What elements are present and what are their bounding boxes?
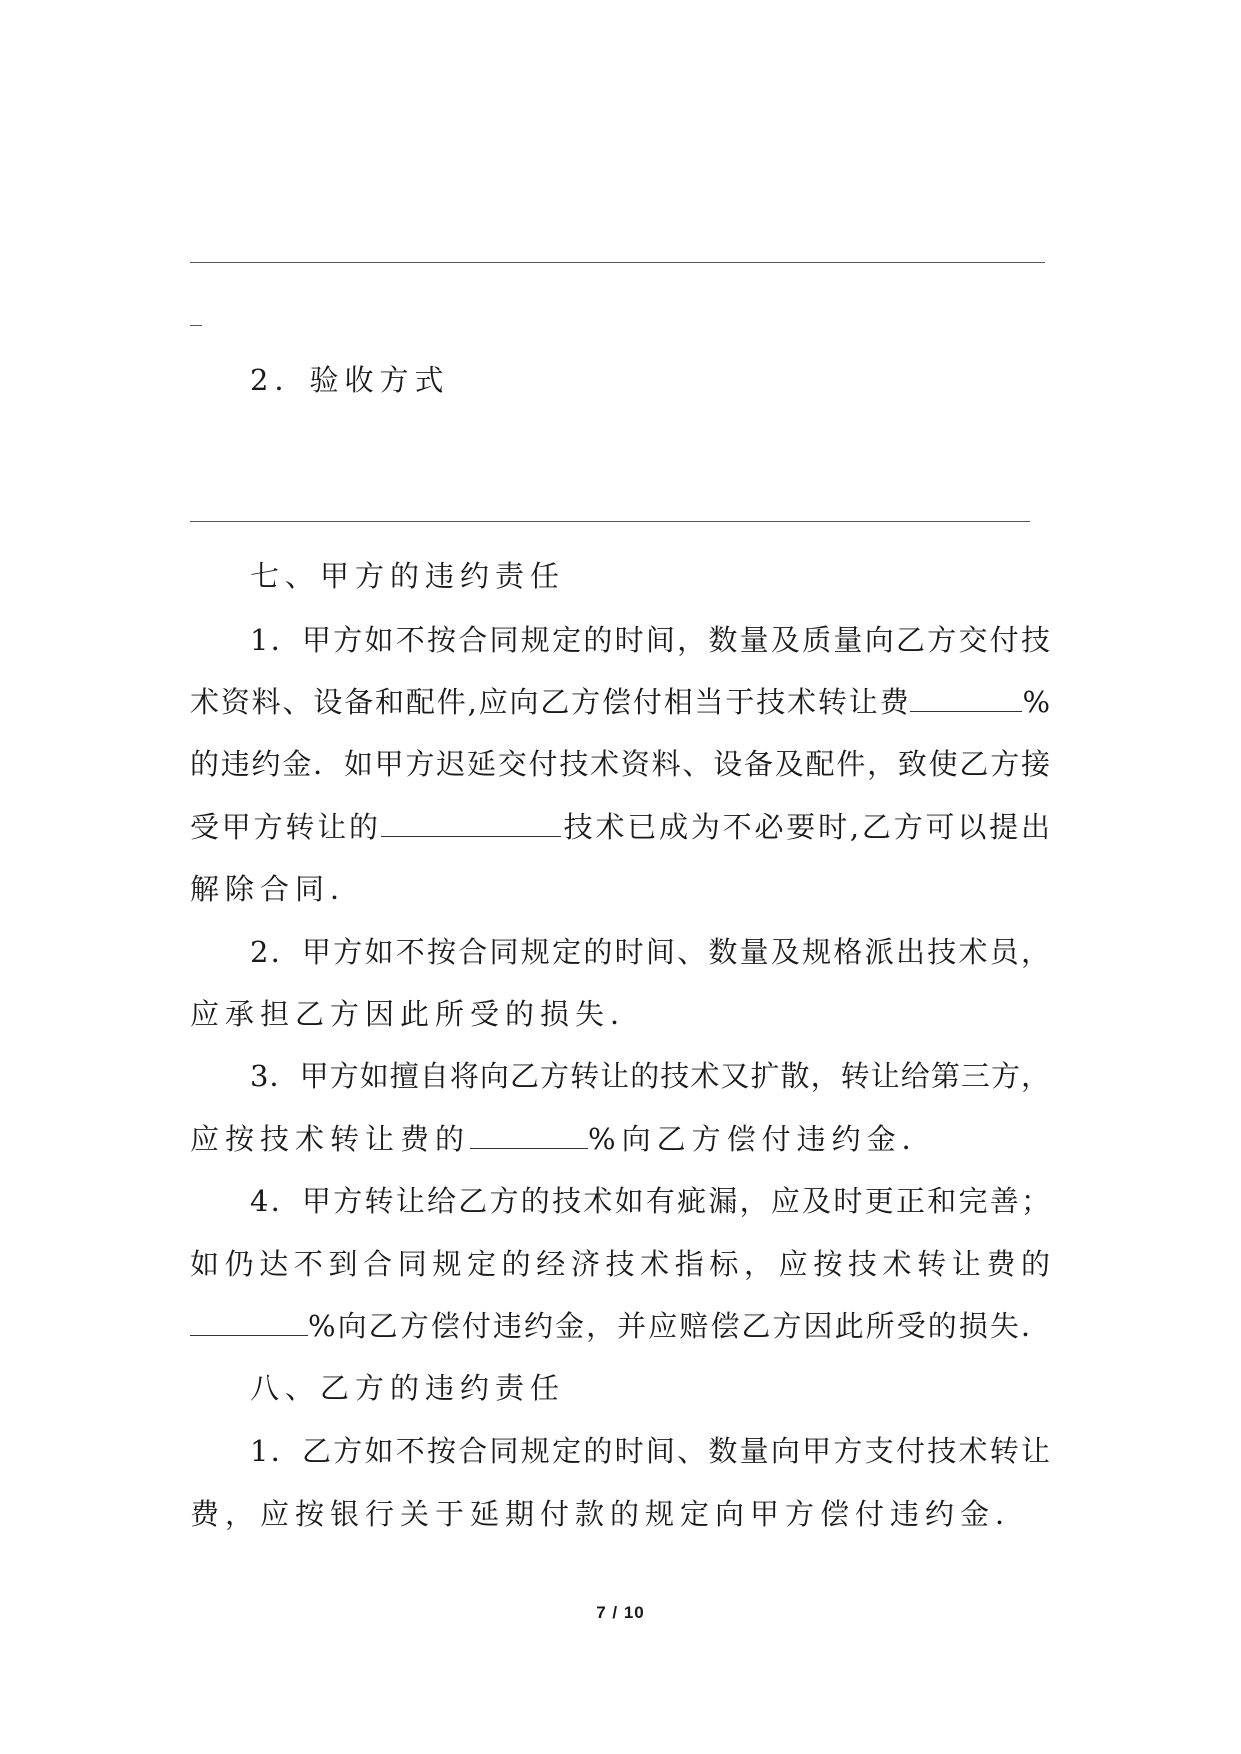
paragraph-line [190, 1119, 1050, 1159]
paragraph-line: 如仍达不到合同规定的经济技术指标，应按技术转让费的 [190, 1247, 1050, 1281]
paragraph-line [190, 682, 1050, 722]
paragraph-text: %向乙方偿付违约金，并应赔偿乙方因此所受的损失． [308, 1309, 1050, 1343]
fill-in-blank [190, 1309, 308, 1336]
paragraph-line: 1．甲方如不按合同规定的时间，数量及质量向乙方交付技 [250, 623, 1050, 657]
fill-in-rule-continuation [190, 325, 202, 326]
paragraph-line: 3．甲方如擅自将向乙方转让的技术又扩散，转让给第三方， [250, 1059, 1050, 1093]
section-title-party-b-liability: 八、乙方的违约责任 [250, 1371, 566, 1405]
paragraph-text: 技术已成为不必要时,乙方可以提出 [560, 810, 1050, 844]
fill-in-rule [190, 262, 1045, 263]
fill-in-rule [190, 521, 1030, 522]
paragraph-line: 4．甲方转让给乙方的技术如有疵漏，应及时更正和完善； [250, 1184, 1050, 1218]
paragraph-line [190, 807, 1050, 847]
percent-sign: % [1022, 685, 1050, 719]
paragraph-text: 受甲方转让的 [190, 810, 381, 844]
paragraph-text: %向乙方偿付违约金． [588, 1122, 937, 1156]
paragraph-line: 1．乙方如不按合同规定的时间、数量向甲方支付技术转让 [250, 1434, 1050, 1468]
page-number: 7 / 10 [596, 1603, 645, 1622]
paragraph-line: 2．甲方如不按合同规定的时间、数量及规格派出技术员， [250, 935, 1050, 969]
paragraph-line: 费，应按银行关于延期付款的规定向甲方偿付违约金． [190, 1497, 1031, 1531]
paragraph-line: 应承担乙方因此所受的损失． [190, 997, 646, 1031]
paragraph-text: 应按技术转让费的 [190, 1122, 471, 1156]
paragraph-line: 解除合同． [190, 872, 366, 906]
fill-in-blank [470, 1122, 588, 1149]
paragraph-text: 术资料、设备和配件,应向乙方偿付相当于技术转让费 [190, 685, 911, 719]
paragraph-line: 的违约金．如甲方迟延交付技术资料、设备及配件，致使乙方接 [190, 747, 1050, 781]
section-title-party-a-liability: 七、甲方的违约责任 [250, 559, 566, 593]
fill-in-blank [381, 810, 561, 837]
paragraph-line [190, 1306, 1050, 1346]
fill-in-blank [910, 685, 1022, 712]
item-acceptance-method: 2．验收方式 [250, 363, 450, 397]
